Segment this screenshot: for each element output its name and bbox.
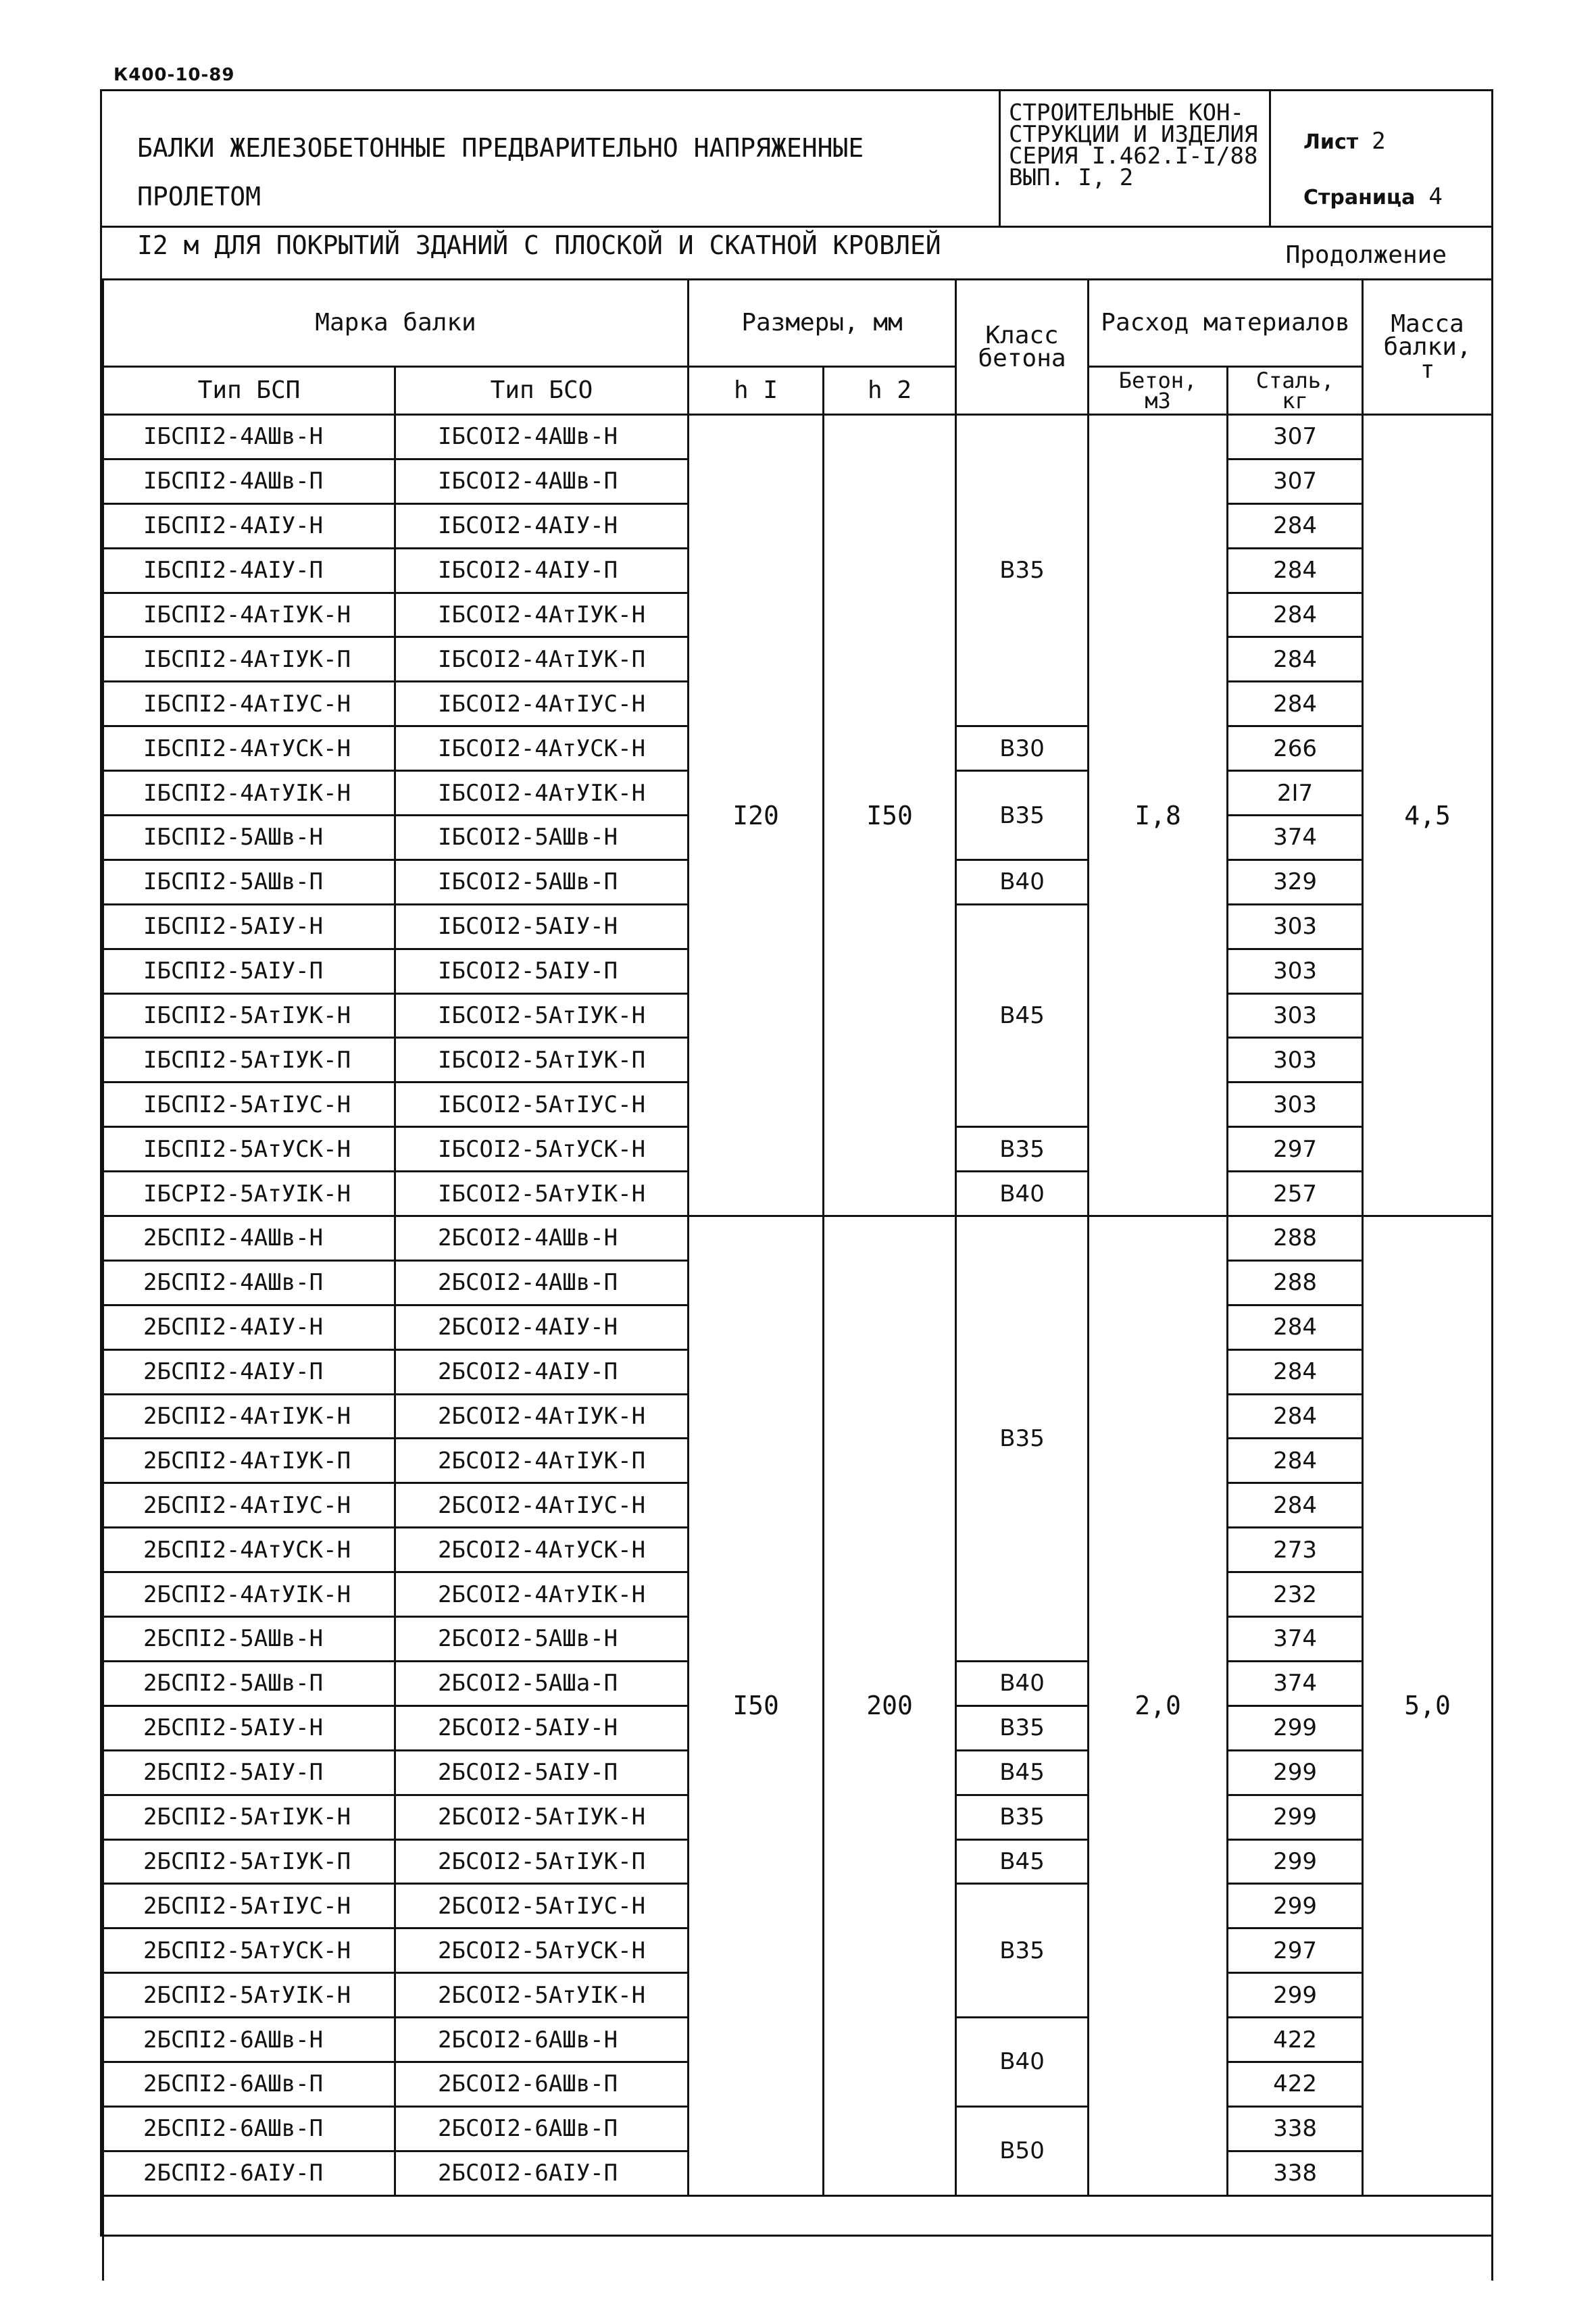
beam-mark-bsp: IБСПI2-4АтIУК-П: [103, 637, 395, 682]
steel-amount: 303: [1228, 904, 1363, 949]
beam-mark-bsp: 2БСПI2-5АтIУК-Н: [103, 1795, 395, 1839]
steel-amount: 303: [1228, 949, 1363, 993]
size-h2: 200: [824, 1216, 956, 2196]
steel-amount: 299: [1228, 1973, 1363, 2018]
steel-amount: 232: [1228, 1572, 1363, 1617]
steel-amount: 374: [1228, 1617, 1363, 1662]
beam-mark-bsp: IБСПI2-4АШв-Н: [103, 415, 395, 459]
steel-amount: 299: [1228, 1750, 1363, 1795]
header-concrete: Бетон, м3: [1089, 367, 1228, 415]
beam-mark-bsp: 2БСПI2-4АШв-П: [103, 1260, 395, 1305]
beam-mark-bso: IБСОI2-5АтУСК-Н: [395, 1127, 689, 1172]
beam-mark-bso: 2БСОI2-5АIУ-Н: [395, 1706, 689, 1750]
concrete-class: В50: [956, 2106, 1089, 2195]
beam-mark-bsp: IБСПI2-5АтIУК-П: [103, 1038, 395, 1082]
steel-amount: 307: [1228, 415, 1363, 459]
empty-cell: [103, 2195, 1493, 2281]
header-type-bso: Тип БСО: [395, 367, 689, 415]
steel-amount: 288: [1228, 1216, 1363, 1261]
beam-mark-bso: IБСОI2-5АIУ-Н: [395, 904, 689, 949]
beam-mark-bso: IБСОI2-5АтIУК-П: [395, 1038, 689, 1082]
beam-mark-bso: IБСОI2-5АтIУК-Н: [395, 993, 689, 1038]
concrete-volume: I,8: [1089, 415, 1228, 1216]
steel-amount: 297: [1228, 1928, 1363, 1973]
beam-mark-bso: 2БСОI2-4АIУ-Н: [395, 1305, 689, 1349]
beam-mark-bso: IБСОI2-4АтУIК-Н: [395, 771, 689, 816]
header-h2: h 2: [824, 367, 956, 415]
steel-amount: 338: [1228, 2106, 1363, 2151]
steel-amount: 284: [1228, 637, 1363, 682]
beam-mark-bso: IБСОI2-4АШв-П: [395, 459, 689, 503]
beam-mark-bsp: 2БСПI2-6АIУ-П: [103, 2151, 395, 2195]
header-steel: Сталь, кг: [1228, 367, 1363, 415]
table-empty-space: [103, 2195, 1493, 2281]
beam-mark-bsp: IБСПI2-5АIУ-П: [103, 949, 395, 993]
beam-mark-bso: IБСОI2-5АШв-Н: [395, 816, 689, 860]
continuation-label: Продолжение: [1285, 241, 1447, 269]
series-line: СЕРИЯ I.462.I-I/88: [1009, 143, 1258, 170]
beam-mark-bso: 2БСОI2-5АШа-П: [395, 1661, 689, 1706]
beam-mass: 5,0: [1363, 1216, 1493, 2196]
beam-mark-bso: IБСОI2-4АIУ-Н: [395, 503, 689, 548]
concrete-class: В30: [956, 726, 1089, 771]
beam-mark-bsp: 2БСПI2-5АтУIК-Н: [103, 1973, 395, 2018]
title-line: I2 м ДЛЯ ПОКРЫТИЙ ЗДАНИЙ С ПЛОСКОЙ И СКАТНОЙ КРОВЛЕЙ: [137, 230, 941, 260]
beam-mark-bsp: 2БСПI2-4АIУ-Н: [103, 1305, 395, 1349]
header-type-bsp: Тип БСП: [103, 367, 395, 415]
beam-mass: 4,5: [1363, 415, 1493, 1216]
steel-amount: 303: [1228, 1038, 1363, 1082]
concrete-class: В45: [956, 1750, 1089, 1795]
beam-mark-bso: 2БСОI2-4АтУIК-Н: [395, 1572, 689, 1617]
beam-mark-bsp: IБСПI2-5АШв-П: [103, 860, 395, 904]
steel-amount: 299: [1228, 1706, 1363, 1750]
steel-amount: 422: [1228, 2062, 1363, 2106]
beam-mark-bso: IБСОI2-4АтУСК-Н: [395, 726, 689, 771]
steel-amount: 374: [1228, 1661, 1363, 1706]
beam-mark-bsp: 2БСПI2-5АIУ-Н: [103, 1706, 395, 1750]
document-code: К400-10-89: [114, 65, 235, 85]
size-h1: I50: [689, 1216, 824, 2196]
beam-mark-bso: IБСОI2-4АтIУК-П: [395, 637, 689, 682]
beam-mark-bso: 2БСОI2-4АШв-П: [395, 1260, 689, 1305]
sheet-info: [1271, 91, 1491, 226]
steel-amount: 303: [1228, 993, 1363, 1038]
series-line: СТРОИТЕЛЬНЫЕ КОН-: [1009, 99, 1244, 126]
table-row: [103, 415, 1493, 459]
beam-mark-bsp: 2БСПI2-6АШв-П: [103, 2106, 395, 2151]
beam-mark-bso: IБСОI2-4АIУ-П: [395, 548, 689, 593]
beam-mark-bso: 2БСОI2-5АтIУК-П: [395, 1839, 689, 1884]
beam-mark-bso: IБСОI2-5АтIУС-Н: [395, 1082, 689, 1127]
beam-mark-bsp: IБСПI2-4АтУIК-Н: [103, 771, 395, 816]
beam-mark-bso: 2БСОI2-5АIУ-П: [395, 1750, 689, 1795]
table-row: [103, 1216, 1493, 1261]
steel-amount: 297: [1228, 1127, 1363, 1172]
steel-amount: 284: [1228, 1349, 1363, 1394]
series-info: [1001, 91, 1271, 226]
concrete-class: В35: [956, 1127, 1089, 1172]
steel-amount: 284: [1228, 1305, 1363, 1349]
concrete-class: В40: [956, 2018, 1089, 2107]
beam-mark-bsp: 2БСПI2-5АтIУС-Н: [103, 1884, 395, 1928]
beam-mark-bso: IБСОI2-5АШв-П: [395, 860, 689, 904]
header-mass: Масса балки, т: [1363, 280, 1493, 415]
concrete-class: В35: [956, 1216, 1089, 1662]
beam-mark-bso: 2БСОI2-5АтIУС-Н: [395, 1884, 689, 1928]
title-line: БАЛКИ ЖЕЛЕЗОБЕТОННЫЕ ПРЕДВАРИТЕЛЬНО НАПРЯЖЕННЫЕ ПРОЛЕТОМ: [137, 133, 864, 211]
beam-mark-bsp: IБСПI2-5АтIУС-Н: [103, 1082, 395, 1127]
drawing-frame: [100, 89, 1493, 2237]
steel-amount: 284: [1228, 1483, 1363, 1528]
steel-amount: 273: [1228, 1528, 1363, 1572]
beam-mark-bsp: 2БСПI2-5АШв-Н: [103, 1617, 395, 1662]
beam-mark-bsp: IБСПI2-4АШв-П: [103, 459, 395, 503]
beam-mark-bso: 2БСОI2-4АтIУК-П: [395, 1439, 689, 1483]
series-line: ВЫП. I, 2: [1009, 164, 1134, 191]
beam-table: [102, 278, 1491, 2281]
header-mark: Марка балки: [103, 280, 689, 367]
steel-amount: 284: [1228, 1394, 1363, 1439]
beam-mark-bsp: IБСПI2-4АтIУК-Н: [103, 593, 395, 637]
steel-amount: 299: [1228, 1884, 1363, 1928]
concrete-class: В45: [956, 904, 1089, 1126]
steel-amount: 284: [1228, 548, 1363, 593]
steel-amount: 284: [1228, 682, 1363, 726]
beam-mark-bso: 2БСОI2-4АтУСК-Н: [395, 1528, 689, 1572]
beam-mark-bso: 2БСОI2-4АтIУС-Н: [395, 1483, 689, 1528]
beam-mark-bso: IБСОI2-4АШв-Н: [395, 415, 689, 459]
beam-mark-bsp: 2БСПI2-4АШв-Н: [103, 1216, 395, 1261]
header-materials: Расход материалов: [1089, 280, 1363, 367]
steel-amount: 266: [1228, 726, 1363, 771]
header-concrete-class: Класс бетона: [956, 280, 1089, 415]
beam-mark-bsp: IБСРI2-5АтУIК-Н: [103, 1172, 395, 1216]
sheet-number: Лист 2: [1303, 128, 1386, 155]
beam-mark-bsp: IБСПI2-5АIУ-Н: [103, 904, 395, 949]
page-number: Страница 4: [1303, 183, 1443, 210]
beam-mark-bso: 2БСОI2-6АШв-П: [395, 2106, 689, 2151]
steel-amount: 288: [1228, 1260, 1363, 1305]
beam-mark-bso: 2БСОI2-5АШв-Н: [395, 1617, 689, 1662]
beam-mark-bsp: 2БСПI2-4АтУСК-Н: [103, 1528, 395, 1572]
beam-mark-bso: 2БСОI2-6АШв-П: [395, 2062, 689, 2106]
series-line: СТРУКЦИИ И ИЗДЕЛИЯ: [1009, 121, 1258, 148]
steel-amount: 303: [1228, 1082, 1363, 1127]
size-h2: I50: [824, 415, 956, 1216]
beam-mark-bso: 2БСОI2-5АтУIК-Н: [395, 1973, 689, 2018]
beam-mark-bsp: 2БСПI2-5АтIУК-П: [103, 1839, 395, 1884]
steel-amount: 284: [1228, 503, 1363, 548]
beam-mark-bsp: 2БСПI2-6АШв-Н: [103, 2018, 395, 2062]
size-h1: I20: [689, 415, 824, 1216]
header-sizes: Размеры, мм: [689, 280, 956, 367]
beam-mark-bsp: IБСПI2-4АIУ-П: [103, 548, 395, 593]
beam-mark-bso: 2БСОI2-4АШв-Н: [395, 1216, 689, 1261]
steel-amount: 338: [1228, 2151, 1363, 2195]
beam-mark-bsp: 2БСПI2-4АтIУК-Н: [103, 1394, 395, 1439]
beam-mark-bsp: 2БСПI2-4АIУ-П: [103, 1349, 395, 1394]
beam-mark-bso: IБСОI2-5АтУIК-Н: [395, 1172, 689, 1216]
beam-mark-bsp: 2БСПI2-4АтIУК-П: [103, 1439, 395, 1483]
beam-mark-bso: 2БСОI2-5АтIУК-Н: [395, 1795, 689, 1839]
concrete-class: В35: [956, 1884, 1089, 2018]
concrete-volume: 2,0: [1089, 1216, 1228, 2196]
beam-mark-bsp: IБСПI2-5АтУСК-Н: [103, 1127, 395, 1172]
concrete-class: В40: [956, 1172, 1089, 1216]
beam-mark-bso: IБСОI2-5АIУ-П: [395, 949, 689, 993]
steel-amount: 307: [1228, 459, 1363, 503]
beam-mark-bso: 2БСОI2-6АШв-Н: [395, 2018, 689, 2062]
concrete-class: В35: [956, 771, 1089, 860]
beam-mark-bso: 2БСОI2-4АIУ-П: [395, 1349, 689, 1394]
beam-mark-bsp: 2БСПI2-4АтIУС-Н: [103, 1483, 395, 1528]
beam-mark-bsp: 2БСПI2-5АIУ-П: [103, 1750, 395, 1795]
steel-amount: 329: [1228, 860, 1363, 904]
beam-mark-bsp: IБСПI2-4АтУСК-Н: [103, 726, 395, 771]
steel-amount: 422: [1228, 2018, 1363, 2062]
steel-amount: 284: [1228, 1439, 1363, 1483]
concrete-class: В40: [956, 860, 1089, 904]
beam-mark-bso: 2БСОI2-6АIУ-П: [395, 2151, 689, 2195]
beam-mark-bsp: IБСПI2-5АШв-Н: [103, 816, 395, 860]
concrete-class: В45: [956, 1839, 1089, 1884]
header-h1: h I: [689, 367, 824, 415]
concrete-class: В35: [956, 1706, 1089, 1750]
steel-amount: 299: [1228, 1795, 1363, 1839]
beam-mark-bso: IБСОI2-4АтIУК-Н: [395, 593, 689, 637]
beam-mark-bsp: 2БСПI2-5АтУСК-Н: [103, 1928, 395, 1973]
beam-mark-bsp: IБСПI2-5АтIУК-Н: [103, 993, 395, 1038]
concrete-class: В35: [956, 415, 1089, 726]
steel-amount: 299: [1228, 1839, 1363, 1884]
beam-mark-bsp: 2БСПI2-6АШв-П: [103, 2062, 395, 2106]
concrete-class: В40: [956, 1661, 1089, 1706]
beam-mark-bsp: IБСПI2-4АIУ-Н: [103, 503, 395, 548]
table-body: [103, 415, 1493, 2281]
beam-mark-bsp: IБСПI2-4АтIУС-Н: [103, 682, 395, 726]
steel-amount: 374: [1228, 816, 1363, 860]
beam-mark-bso: 2БСОI2-4АтIУК-Н: [395, 1394, 689, 1439]
beam-mark-bso: IБСОI2-4АтIУС-Н: [395, 682, 689, 726]
steel-amount: 257: [1228, 1172, 1363, 1216]
document-title: [102, 91, 1001, 260]
steel-amount: 2I7: [1228, 771, 1363, 816]
beam-mark-bso: 2БСОI2-5АтУСК-Н: [395, 1928, 689, 1973]
beam-mark-bsp: 2БСПI2-5АШв-П: [103, 1661, 395, 1706]
steel-amount: 284: [1228, 593, 1363, 637]
concrete-class: В35: [956, 1795, 1089, 1839]
beam-mark-bsp: 2БСПI2-4АтУIК-Н: [103, 1572, 395, 1617]
